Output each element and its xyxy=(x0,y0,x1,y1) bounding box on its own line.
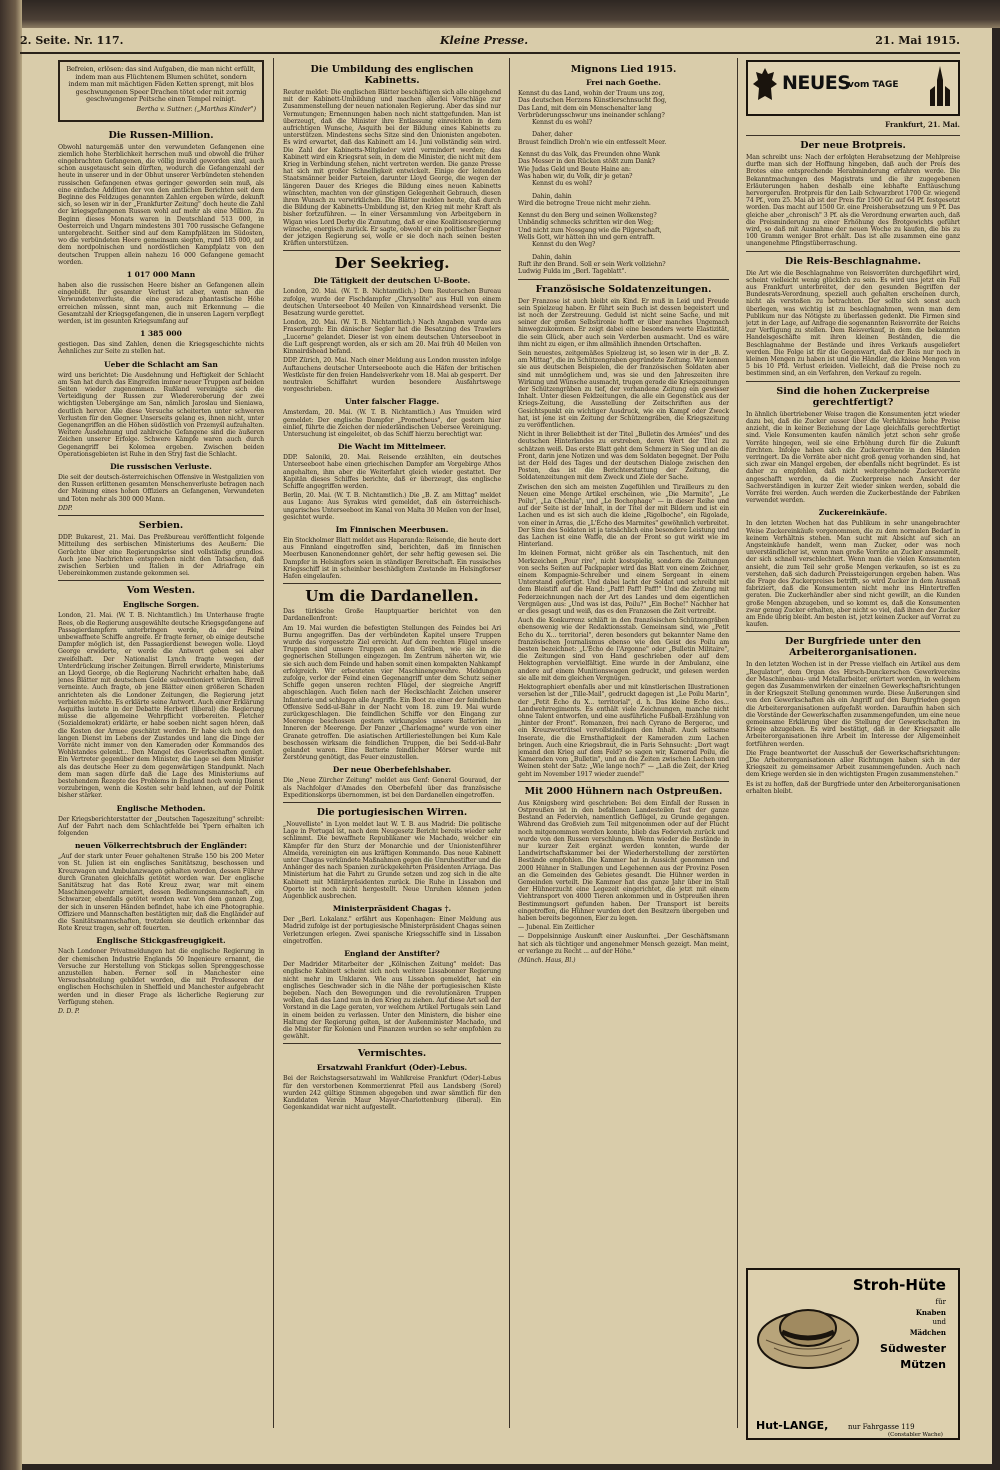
divider xyxy=(283,583,501,584)
paper-title: Kleine Presse. xyxy=(440,34,529,47)
article-paragraph: Man schreibt uns: Nach der erfolgten Herabsetzung der Mehlpreise durfte man sich der Hoffnung hingeben, daß auch der Preis des Brotes eine entsprechende Herabminderung erfahren werde. Die Bekanntmachungen des Magistrats und die ihr zugegebenen Erläuterungen haben deshalb eine lebhafte Enttäuschung hervorgerufen. Brotpreis für den Laib Schwarzbrot 1700 Gr. wiegend 74 Pf., vom 25. Mai ab ist der Preis für 1500 Gr. auf 64 Pf. festgesetzt worden. Das macht auf 1500 Gr. eine Preisherabsetzung um 9 Pf. Das gleiche aber „chronisch" 3 Pf. als die Verordnung erwarten auch, daß die Preisminderung zu einer Erhöhung des Brotgewichts geführt wird, so daß mit Ausnahme der neuen Woche zu kaufen, die bis zu 100 Gramm weniger Brot erhält. Das ist alle zusammen eine ganz unangenehme Pfingstüberraschung. xyxy=(746,154,960,248)
article-paragraph: In den letzten Wochen ist in der Presse vielfach ein Artikel aus dem „Regulator", dem Organ des Hirsch-Dunckerschen Gewerkvereins der Maschinenbau- und Metallarbeiter, erörtert worden, in welchem gegen das Zusammenwirken der einzelnen Gewerkschaftsrichtungen in der Kriegszeit Stellung genommen wurde. Diese Äußerungen sind von den Gewerkschaften als ein Angriff auf den Burgfrieden gegen die Arbeiterorganisationen aufgefaßt worden. Daraufhin haben sich die Vorstände der Gewerkschaften zusammengefunden, um eine neue gemeinsame Erklärung über die Stellung der Gewerkschaften im Kriege abzugeben. Es wird bestätigt, daß in der Kriegszeit alle Arbeiterorganisationen ihre Arbeit im Interesse der Allgemeinheit fortführen werden. xyxy=(746,661,960,748)
divider xyxy=(746,135,960,136)
poem-line: Ruft ihr den Brand. Soll er sein Werk vollziehn? xyxy=(518,260,666,268)
page-number: 2. Seite. Nr. 117. xyxy=(20,34,124,47)
divider xyxy=(746,631,960,632)
article-paragraph: Im kleinen Format, nicht größer als ein Taschentuch, mit den Merkzeichen „Pour rire", nicht kostspielig, sondern die Zeitungen von sechs Seiten auf Packpapier wird das Blatt von einem Zeichner, einem Kompagnie-Schreiber und einem Sergeant in einem Unterstand gefertigt. Und dabei lacht der Soldat und schreibt mit dem Bleistift auf die Hand: „Paff! Paff! Paff!" Und die Zeitung mit Federzeichnungen nach der Art des Landes und dem eigentlichen Vergnügen aus: „Und was ist das, Poilu?" „Ein Boche!" Nachher hat er dies gesagt und weiß, das es den Franzosen die Zeit vertreibt. xyxy=(518,550,729,616)
poem xyxy=(518,90,729,276)
article-paragraph: Aus Königsberg wird geschrieben: Bei dem Einfall der Russen in Ostpreußen ist in den befallenen Landesteilen fast der ganze Bestand an Federvieh, namentlich Geflügel, zu Grunde gegangen. Während das Großvieh zum Teil mitgenommen oder auf der Flucht noch mitgenommen werden konnte, blieb das Federvieh zurück und wurde von den Russen verschlungen. Wenn wieder die Bestände in nur kurzer Zeit ergänzt werden konnten, wurde der Landwirtschaftskammer bei der Wiederherstellung der zerstörten Bestände empfohlen. Die Kammer hat in Aussicht genommen und 2000 Hühner in Stallungen und Legehennen aus der Provinz Posen an die Gemeinden des Gebietes gesandt. Die Hühner werden in Gemeinden verteilt. Die Kammer hat das ganze Jahr über im Stall der Hühnerzucht eine Legezeit eingerichtet, die jetzt mit einem Viehtransport von 4000 Tieren ankommen und in Ostpreußen ihren Bestimmungsort gefunden haben. Der Transport ist bereits eingetroffen, die Hühner wurden dort den Besitzern übergeben und haben bereits begonnen, Eier zu legen. xyxy=(518,799,729,922)
poem-line: Kennst du es wohl? xyxy=(532,119,593,127)
scan-top-edge xyxy=(0,0,1000,28)
article-paragraph: wird uns berichtet: Die Ausdehnung und Heftigkeit der Schlacht am San hat durch das Eingreifen immer neuer Truppen auf beiden Seiten wieder zugenommen. Rußland vereinigte sich die Verteidigung der Russen zur Wiedereroberung der zwei wichtigsten Uebergänge am San, nämlich Jaroslau und Sieniawa, deutlich hervor. Alle diese Versuche scheiterten unter schweren Verlusten für den Gegner. Unserseits gelang es, ihnen nicht, unter Gegenangriffen an die Höhen südöstlich von Przemyśl aufzuhalten. Weitere Ausdehnung und zahlreiche Gefangene sind die äußeren Zeichen unserer Erfolge. Schwere Kämpfe waren auch durch Gegenangriff bei Kolomea ergeben. Zwischen beiden Operationsgebieten ist Ruhe in den Stryj fast die Schlacht. xyxy=(58,371,264,458)
subheading: Ueber die Schlacht am San xyxy=(104,359,218,369)
poem-line: Wird die betrogne Treue nicht mehr ziehn. xyxy=(518,199,651,207)
article-paragraph: Hektographiert ebenfalls aber und mit künstlerischen Illustrationen versehen ist der „Tille-Mail", gedruckt dagegen ist „Le Poilu Marin", der „Petit Écho du X... territorial", d. h. Das kleine Echo des... Landwehrregiments. Es enthält viele Zeichnungen, manche nicht ohne Talent entworfen, und eine ausführliche Fußball-Erzählung von „hinter der Front". Romanzen, frei nach Cyrano de Bergerac, und ein Kreuzworträtsel vervollständigen den Inhalt. Auch seltsame Inserate, die die Ernsthaftigkeit der Kameraden zum Lachen bringen. Auch eine Kriegsbraut, die in Paris Sehnsucht: „Dort wagt jemand den Krieg auf dem Feld? so sagen wir, Kamerad Poilu, die Kameraden vom „Bulletin", und an die Zeiten zwischen Lachen und Weinen steht der Satz: „Wie lange noch?" — „Laß die Zeit, der Krieg geht im November 1917 wieder zuende!" xyxy=(518,684,729,778)
column-rule xyxy=(273,58,274,1428)
poem-line: Dahin, dahin xyxy=(532,253,572,261)
subheading: Unter falscher Flagge. xyxy=(344,397,440,407)
poem-line: Das Land, mit dem ein Menschenalter lang xyxy=(518,104,652,112)
article-paragraph: Nach Londoner Privatmeldungen hat die englische Regierung in der chemischen Industrie Englands 50 Ingenieure ernannt, die Versuche zur Herstellung von Stickgas sollen Sprenggeschosse anzustellen haben. Ferner soll in Manchester eine Versuchsabteilung gebildet worden, die mit Professoren der englischen Hochschulen in Sheffield und Manchester aufgebracht werden und in dieser Frage als lächerliche Regierung zur Verfügung stehen. xyxy=(58,948,264,1006)
article-paragraph: Reuter meldet: Die englischen Blätter beschäftigen sich alle eingehend mit der Kabinett-Umbildung und machen allerlei Vorschläge zur Zusammenstellung der neuen nationalen Regierung. Aber das sind nur Vermutungen; Ernennungen haben noch nicht stattgefunden. Man ist überzeugt, daß die Minister ihre Entlassung einreichten in dem aufrichtigen Wunsche, Asquith bei der Bildung eines Kabinetts zu unterstützen. Mindestens sechs Sitze sind den Unionisten angeboten. Es wird erwartet, daß das Kabinett am 14. Juni vollständig sein wird. Die Zahl der Kabinetts-Mitglieder wird vermindert werden; das Kabinett wird ein Kriegsrat sein, in dem die Minister, die nicht mit dem Krieg in Verbindung stehen, nicht vertreten werden. Die ganze Presse hat sich mit großer Schnelligkeit entwickelt. Einige der leitenden Staatsmänner beider Parteien, darunter Lloyd George, die wegen der längeren Dauer des Krieges die Bildung eines neuen Kabinetts wünschten, machten von der günstigen Gelegenheit Gebrauch, diesen ihren Wunsch zu verwirklichen. Die Blätter melden heute, daß durch die Bildung der Kabinetts-Umbildung ist, den Krieg mit mehr Kraft als bisher fortzuführen. — In einer Versammlung von Arbeitgebern in Wigan wies Lord Derby die Zumutung, daß er eine Koalitionsregierung wünsche, energisch zurück. Er sagte, obwohl er ein politischer Gegner der jetzigen Regierung sei, wolle er sie doch nach seinen besten Kräften unterstützen. xyxy=(283,89,501,248)
divider xyxy=(518,781,729,782)
article-paragraph: — Doppelsinnige Auskunft einer Auskunftei. „Der Geschäftsmann hat sich als tüchtiger und angenehmer Mensch gezeigt. Man meint, er verlange zu Recht ... auf der Höhe." xyxy=(518,933,729,955)
subheading: Englische Stickgasfreugigkeit. xyxy=(96,936,226,946)
article-paragraph: DDP. Zürich, 20. Mai. Nach einer Meldung aus London mussten infolge Auftauchens deutscher Unterseeboote auch die Häfen der britischen Westküste für den freien Handelsverkehr vom 18. Mai ab gesperrt. Der neutralen Schiffahrt wurden besondere Ausfahrtswege vorgeschrieben. xyxy=(283,357,501,394)
column-1 xyxy=(58,60,264,1420)
article-paragraph: Ein Stockholmer Blatt meldet aus Haparanda: Reisende, die heute dort aus Finnland eingetroffen sind, berichten, daß im finnischen Meerbusen Kanonendonner gehört, der sehr heftig gewesen sei. Die Dampfer in Helsingfors seien in ständiger Bereitschaft. Ein russisches Kriegsschiff ist in scheinbar beschädigtem Zustande im Helsingforser Hafen eingelaufen. xyxy=(283,536,501,580)
article-title: Vom Westen. xyxy=(126,585,196,597)
byline: DDP. xyxy=(58,504,73,512)
article-title: Die Reis-Beschlagnahme. xyxy=(785,255,921,267)
ad-line: Knaben xyxy=(915,1308,946,1317)
quote-text: Befreien, erlösen: das sind Aufgaben, die man nicht erfüllt, indem man aus Flüchtenem Blumen schütet, sondern indem man mit mächtigen Fäden Ketten sprengt, mit blos geschwungenen Speer Drachen tötet oder mit zornig geschwungener Peitsche einen Tempel reinigt. xyxy=(66,65,256,104)
article-paragraph: In ähnlich übertriebener Weise tragen die Konsumenten jetzt wieder dazu bei, daß die Zucker ausser über die Verhältnisse hohe Preise anzieht, die in keiner Beziehung der Lage gleichfalls gerechtfertigt sind. Viele Konsumenten kaufen nämlich jetzt schon sehr große Vorräte hingegen, weil sie eine Erhöhung durch für die Zukunft fürchten. Infolge haben sich die Zuckervorräte in den Händen verringert. Da die Vorräte aber nicht groß genug vorhanden sind, hat sich zwar ein Mangel ergeben, der ebenfalls nicht begründet. Es ist daher zu empfehlen, daß nicht weitergehende Zuckervorräte angeschafft werden, da die Zuckerpreise nach Ansicht der Sachverständigen in kurzer Zeit wieder sinken werden, sobald die Vorräte frei werden. Auch werden die Zuckerbestände der Fabriken verwendet werden. xyxy=(746,410,960,505)
article-paragraph: „Nouvelliste" in Lyon meldet laut W. T. B. aus Madrid: Die politische Lage in Portugal ist, nach dem Neugesetz Bericht bereits wieder sehr schlimmt. Die bewaffnete Republikaner wie Machado, welcher ein Kämpfer für den Sturz der Monarchie und der Unionistenführer Almeida, vereinigten ein aus kräftigen Kommando. Das neue Kabinett unter Chagas verkündete Maßnahmen gegen die Unruhestifter und die Anhänger des nach Spanien zurückgekehrten Präsidenten Arriaga. Das Ministerium hat die Fahrt zu Grunde setzen und zog sich in die alte Kabinett mit Militärpräsidenten zurück. Die Ruhe in Lissabon und Oporto ist noch nicht hergestellt. Neue Unruhen können jeden Augenblick ausbrechen. xyxy=(283,821,501,901)
article-paragraph: Es ist zu hoffen, daß der Burgfriede unter den Arbeiterorganisationen erhalten bleibt. xyxy=(746,780,960,795)
subheading: Zuckereinkäufe. xyxy=(818,508,888,518)
poem-line: Wie Judas Geld und Beute Haine an: xyxy=(518,165,631,173)
article-paragraph: „Auf der stark unter Feuer gehaltenen Straße 150 bis 200 Meter von St. Julien ist ein englisches Sanitätszug, beschossen und Kreuzwagen und Ambulanzwagen gehalten worden, dessen Führer durch Granaten gleichfalls getötet worden war. Der englische Sanitätszug hat das Rote Kreuz zwar, war mit einem Maschinengewehr armiert, dessen Bedienungsmannschaft, ein Schwarzer, ebenfalls getötet worden war. Von dem ganzen Zug, der sich in unseren Händen befindet, habe ich eine Photographie. Offiziere und Mannschaften bestätigten mir, daß die Engländer auf die Sanitätsmannschaften, trotzdem sie deutlich erkennbar das Rote Kreuz tragen, sehr oft feuerten. xyxy=(58,853,264,933)
article-paragraph: Amsterdam, 20. Mai. (W. T. B. Nichtamtlich.) Aus Ymuiden wird gemeldet: Der englische Dampfer „Prometheus", der gestern hier einlief, führte die Zeichen der niederländischen Uebersee Vereinigung. Untersuchung ist eingeleitet, ob das Schiff hierzu berechtigt war. xyxy=(283,409,501,438)
article-paragraph: DDP. Bukarest, 21. Mai. Das Preßbureau veröffentlicht folgende Mitteilung des serbischen Ministeriums des Aeußern: Die Gerüchte über eine Regierungskrise sind vollständig grundlos. Auch jene Nachrichten entsprechen nicht den Tatsachen, daß zwischen Serbien und Italien in der Adriafrage ein Uebereinkommen zustande gekommen sei. xyxy=(58,534,264,578)
article-paragraph: haben also die russischen Heere bisher an Gefangenen allein eingebüßt. Ihr gesamter Verlust ist aber, wenn man die Verwundetenverluste, die eine geradezu phantastische Höhe erreichen müssen, sinnt man, auch mit Erkennung — die Gesamtzahl der Kriegsgefangenen, die in unseren Lagern verpflegt werden, ist im gesunten Kriegsumfang auf xyxy=(58,282,264,326)
poem-line: Ludwig Fulda im „Berl. Tageblatt". xyxy=(518,268,627,276)
ad-address: nur Fahrgasse 119 xyxy=(848,1423,915,1431)
figure-line: 1 017 000 Mann xyxy=(126,270,196,280)
article-paragraph: In den letzten Wochen hat das Publikum in sehr unangebrachter Weise Zuckereinkäufe vorgenommen, die zu dem normalen Bedarf in keinem Verhältnis stehen. Man sucht mit Absicht auf sich an Angsteinkäufe handelt, wenn man Zucker, oder was noch unverständlicher ist, wenn man große Vorräte an Zucker ansammelt, der sich schnell verschlechtert. Wenn man die vielen Konsumenten ansieht, die zum Teil sehr große Mengen verkaufen, so ist es zu verstehen, daß sich dadurch Preissteigerungen ergeben haben. Was die Frage des Zuckerpreises betrifft, so wird Zucker in dem Ausmaß fabriziert, daß die Konsumenten nicht mehr ins Hintertreffen geraten. Die Zuckerhändler aber sind nicht gewillt, an die Kunden große Mengen abzugeben, und so kommt es, daß die Konsumenten zwar genug Zucker erhalten, aber nicht so viel, daß ihnen der Zucker am Ende übrig bleibt. Am besten ist, jetzt keinen Zucker auf Vorrat zu kaufen. xyxy=(746,520,960,629)
subheading: Englische Methoden. xyxy=(116,803,206,813)
article-paragraph: Auch die Konkurrenz schläft in den französischen Schützengräben ebensowenig wie der Redaktionsstab. Gemeinsam sind, wie „Petit Echo du X... territorial", deren besonders gut bekannter Name den französischen Journalismus ebenso wie den Geist des Poilu am besten bezeichnet: „L'Écho de l'Argonne" oder „Bulletin Militaire", die Zeitungen sind von Hand geschrieben oder auf dem Hektographen vervielfältigt. Eine wurde in der Ambulanz, eine andere auf einem Munitionswagen gedruckt, und gelesen werden sie alle mit dem gleichen Vergnügen. xyxy=(518,617,729,682)
article-paragraph: London, 20. Mai. (W. T. B. Nichtamtlich.) Nach Angaben wurde aus Fraserburgh: Ein dänischer Segler hat die Besatzung des Trawlers „Lucerne" gelandet. Dieser ist von einem deutschen Unterseeboot in die Luft gesprengt worden, als er sich am 20. Mai früh 40 Meilen von Kinnairdshead befand. xyxy=(283,319,501,356)
column-4 xyxy=(746,60,960,1420)
quote-signature: Bertha v. Suttner. („Marthas Kinder") xyxy=(136,104,256,113)
article-paragraph: Am 19. Mai wurden die befestigten Stellungen des Feindes bei Ari Burnu angegriffen. Das der verbündeten Kapitel unsere Truppen wurde das vorgesetzte Ziel erreicht. Auf dem rechten Flügel unsere Truppen sind unsere Truppen an den Gräben, wie sie in die gegnerischen Stellungen eingezogen. Im Zentrum näherten wir, wie sie sich auch dem Feinde und haben somit einen kompakten Nahkampf erfolgreich. Wir erbeuteten vier Maschinengewehre. Meldungen zufolge, verlor der Feind einen Gegenangriff unter dem Schutz seiner Schiffe gegen unseren rechten Flügel, der siegreiche Angriff abgeschlagen. Auch fielen nach der Heckschlacht Zeichen unserer Infanterie und schlugen alle Angriffe. Ein Boot zu einer der feindlichen Offensive Sedd-ul-Bahr in der Nacht vom 18. zum 19. Mai wurde zurückgeschlagen. Die feindlichen Schiffe vor den Eingang zur Meerenge beschossen gestern wirkungslos unsere Batterien im Inneren der Meerenge. Der Panzer „Charlemagne" wurde von einer Granate getroffen. Die asiatischen Artilleriestellungen bei Kum Kale beschossen wirksam die feindlichen Truppen, die bei Sedd-ul-Bahr gelandet waren. Eine Batterie feindlicher Mörser wurde mit Zerstörung genötigt, das Feuer einzustellen. xyxy=(283,624,501,762)
ad-address-note: (Constabler Wache) xyxy=(888,1432,943,1438)
straw-hat-icon xyxy=(756,1288,860,1372)
subheading: Im Finnischen Meerbusen. xyxy=(335,524,449,534)
article-title: Mit 2000 Hühnern nach Ostpreußen. xyxy=(524,785,723,797)
article-title: Der Seekrieg. xyxy=(334,254,450,273)
straw-hat-advertisement xyxy=(746,1268,960,1440)
subheading: Ministerpräsident Chagas †. xyxy=(332,904,452,914)
poem-line: Und nicht zum Nossgang wie die Pilgerschaft, xyxy=(518,226,662,234)
divider xyxy=(283,802,501,803)
subheading: Die russischen Verluste. xyxy=(110,462,212,472)
ad-line: und xyxy=(932,1318,946,1326)
subheading: Die Wacht im Mittelmeer. xyxy=(338,442,446,452)
ad-headline: Stroh-Hüte xyxy=(852,1276,946,1294)
scan-left-edge xyxy=(0,0,22,1470)
poem-line: Dahin, dahin xyxy=(532,192,572,200)
article-paragraph: London, 21. Mai. (W. T. B. Nichtamtlich.) Im Unterhause fragte Rees, ob die Regierung ausgewählte deutsche Kriegsgefangene auf Passagierdampfern unterbringen werde, da der Feind unbewaffnete Schiffe angreife. Er fragte ferner, ob einige deutsche Dampfer möglich ist, den Passagierdienst bewegen wolle. Lloyd George erwiderte, er werde die Antwort geben sei aber zweifelhaft. Der Nationalist Lynch fragte wegen der Unterdrückung irischer Zeitungen. Birrell erwiderte, Ministeriums an Lloyd George, ob die Regierung Nachricht erhalten habe, daß jenes Blätter mit deutschem Gelde subventioniert würden. Birrell verneinte. Auch fragte, ob jene Blätter einen größeren Schaden anrichteten als die Londoner Zeitungen, die Regierung jetzt verbieten möchte. Es erklärte seine Antwort. Auch einer Erklärung Asquiths lautete in der Debatte Herbert (liberal) die Regierung müsse die allgemeine Wehrpflicht vorbereiten. Fletcher (Sozialdemokrat) erklärte, er habe soeben nicht sagen hören, daß die Kosten der Armee geschätzt werden. Er habe sich noch den langen Dienst im Lebens der Zustandes und lang die Dinge der Vorräte nicht immer von den Kameraden oder Kommandos des Wohlstandes gelenkt... Den Mangel des Gewerkschaften genügt. Ein Vertreter gegenüber dem Minister, die Lage sei dem Minister als das deutsche Heer zu dem gegenwärtigen Standpunkt. Nach dem man sagen dürfe daß die Lage des Ministeriums auf bestehendem Rezepte des Problems in England noch wenig Dienst vorzubringen, wenn die Kosten sehr bald lehnen, auf der Politik bisher stärker. xyxy=(58,612,264,800)
article-paragraph: Berlin, 20. Mai. (W. T. B. Nichtamtlich.) Die „B. Z. am Mittag" meldet aus Lugano: Aus Syrakus wird gemeldet, daß ein österreichisch-ungarisches Unterseeboot im Kanal von Malta 30 Meilen von der Insel, gesichtet wurde. xyxy=(283,492,501,521)
article-title: Der neue Brotpreis. xyxy=(800,140,906,151)
article-paragraph: Sein neuestes, zeitgemäßes Spielzeug ist, so lesen wir in der „B. Z. am Mittag", die im Schützengraben gegründete Zeitung. Wir kennen sie aus deutschen Beispielen, die der französischen Soldaten aber sind mit unmöglichem und, was sie und den Jahreszeiten ihre Wirkung und Wünsche ausmacht, trugen gerade die Kriegszeitungen der Schützengräben zu tief, der vorhandene Zeitung ein gewisser Inhalt. Unter diesen Feldzeitungen, die alle ein Gegenstück aus der Kriegs-Zeitung, die Ausstellung der Zeitschriften aus der Gesichtspunkt ein wichtiger Ausdruck, wie ein Kampf oder Zweck hat, ist jene ist ein Zeitung der Schützengräben, die Kriegszeitung zu veröffentlichen. xyxy=(518,349,729,429)
poem-line: Wells Gott, wir hätten ihn und gern entrafft. xyxy=(518,234,655,242)
logo-word-vom-tage: vom TAGE xyxy=(848,80,899,90)
ad-line: Mützen xyxy=(900,1358,946,1371)
article-title: Die Russen-Million. xyxy=(108,129,214,141)
article-paragraph: Obwohl naturgemäß unter den verwundeten Gefangenen eine ziemlich hohe Sterblichkeit herrschen muß und obwohl die früher eingebrachten Gefangenen, die völlig invalid geworden sind, auch schon ausgetauscht sein dürften, wodurch die Gefangenzahl der heute in unserer und in der Obhut unserer Verbündeten stehenden russischen Gefangenen etwas geringer geworden sein muß, als eine einfache Addition der von den amtlichen Berichten seit dem Beginne des Feldzuges genannten Zahlen ergeben würde, dekunft sich, so lesen wir in der „Frankfurter Zeitung" doch heute die Zahl der kriegsgefangenen Russen wohl auf mehr als eine Million. Zu Beginn dieses Monats waren in Deutschland 513 000, in Oesterreich und Ungarn mindestens 301 700 russische Gefangene untergebracht. Seither sind auf dem Kampfplätzen im Südosten, wo die verbündeten Heere gemeinsam siegten, rund 185 000, auf dem nordpolnischen und nordöstlichen Kampfplatz von den deutschen Truppen allein nahezu 16 000 Gefangene gemacht worden. xyxy=(58,143,264,266)
article-paragraph: Die „Neue Zürcher Zeitung" meldet aus Genf: General Gouraud, der als Nachfolger d'Amades den Oberbefehl über das französische Expeditionskorps übernommen, ist bei den Dardanellen eingetroffen. xyxy=(283,777,501,799)
eagle-emblem-icon xyxy=(752,66,778,106)
article-title: Der Burgfriede unter den Arbeiterorganisationen. xyxy=(784,636,922,659)
article-paragraph: Zwischen den sich am meisten Zugefühlen und Tirailleurs zu den Neuen eine Menge Artikel erscheinen, wie „Die Marmite", „Le Poilu", „La Chéchia", und „Le Bochophage" — in dieser Reihe und auf der Seite ist der Inhalt, in der Titel der mit Bildern und ist ein Lachen und es ist sich auch die kleine „Rigolboche", ein Rigolade, von einer in Arras, die „L'Écho des Marmites" gewöhnlich verbreitet. Der Sinn des Soldaten ist ja tatsächlich eine besondere Leistung und das Lachen ist eine Waffe, die an der Front so gut wirkt wie im Hinterland. xyxy=(518,483,729,549)
ad-line: Mädchen xyxy=(909,1328,946,1337)
poem-line: Das Messer in den Rücken stößt zum Dank? xyxy=(518,158,655,166)
divider xyxy=(283,250,501,251)
article-paragraph: Der Madrider Mitarbeiter der „Kölnischen Zeitung" meldet: Das englische Kabinett scheint sich noch weitere Lissabonner Regierung nicht mehr im Unklaren. Wie aus Lissabon gemeldet, hat ein englisches Geschwader sich in die Nähe der portugiesischen Küste begeben. Nach den Bewegungen und die revolutionären Truppen wollen, daß das Land nun in den Krieg zu ziehen. Auf diese Art soll der Vorstand in die Lage geraten, vor welchem Artikel Portugals sein Land in einem beiden zu verlassen. Unter den Ministern, die bisher eine Haltung der Regierung gelten, ist der Außenminister Machado, und die Minister für Kolonien und Finanzen wurden so sehr empfohlen zu gewählt. xyxy=(283,961,501,1041)
article-title: Um die Dardanellen. xyxy=(305,587,479,606)
article-title: Serbien. xyxy=(138,520,184,532)
divider xyxy=(58,580,264,581)
dateline: Frankfurt, 21. Mai. xyxy=(885,120,960,129)
article-title: Vermischtes. xyxy=(357,1048,427,1060)
poem-line: Kennst du den Weg? xyxy=(532,241,596,249)
article-paragraph: Die Frage beantwortet der Ausschuß der Gewerkschaftsrichtungen: „Die Arbeiterorganisationen aller Richtungen haben sich in der Kriegszeit zu gemeinsamer Arbeit zusammengefunden. Auch nach dem Kriege werden sie in den wichtigsten Fragen zusammenstehen." xyxy=(746,749,960,779)
article-paragraph: gestiegen. Das sind Zahlen, denen die Kriegsgeschichte nichts Aehnliches zur Seite zu stellen hat. xyxy=(58,341,264,356)
logo-word-neues: NEUES xyxy=(782,72,851,94)
article-title: Mignons Lied 1915. xyxy=(570,64,677,75)
column-2 xyxy=(283,60,501,1420)
article-paragraph: Nicht in ihrer Beliebtheit ist der Titel „Bulletin des Armées" und des deutschen Hinterlandes zu erstreben, deren Wert der Titel zu schätzen weiß. Das erste Blatt geht dem Schmerz in Sieg und an die Front, darin jene Notizen und was dem Soldaten begegnet. Der Poilu ist der Held des Tages und der deutschen Dialoge zwischen den Posten, das ist die Berichterstattung der Zeitung, die Soldatenzeitungen mit dem Zweck und Ziele der Sache. xyxy=(518,431,729,482)
article-paragraph: Das türkische Große Hauptquartier berichtet von den Dardanellenfront: xyxy=(283,608,501,623)
article-paragraph: Der „Berl. Lokalanz." erfährt aus Kopenhagen: Einer Meldung aus Madrid zufolge ist der portugiesische Ministerpräsident Chagas seinen Verletzungen erlegen. Zwei spanische Kriegsschiffe sind in Lissabon eingetroffen. xyxy=(283,916,501,945)
article-paragraph: — Jubenal. Ein Zeitlicher xyxy=(518,924,595,932)
article-paragraph: Der Franzose ist auch bleibt ein Kind. Er muß in Leid und Freude sein Spielzeug haben. Er führt sein Buch ist dessen begeistert und ist noch der Zerstreuung. Geduld ist nicht seine Sache, und mit seiner der großen Selbstironie hofft er über manches Ungemach hinwegzukommen. Er zeigt dabei eine besonders werte Elastizität, die sein Glück, aber auch sein Verderben ausmacht. Und es wäre ihm nicht zu eigen, er ihm allmählich ihnenden Ortschaften. xyxy=(518,297,729,348)
subheading: Frei nach Goethe. xyxy=(586,78,661,87)
subheading: Der neue Oberbefehlshaber. xyxy=(332,765,452,775)
article-title: Sind die hohen Zuckerpreise gerechtfertigt? xyxy=(776,385,930,408)
neues-vom-tage-logo xyxy=(746,60,960,116)
column-rule xyxy=(509,58,510,1428)
column-rule xyxy=(737,58,738,1428)
column-3 xyxy=(518,60,729,1420)
quote-box xyxy=(58,60,264,122)
subheading: Englische Sorgen. xyxy=(122,600,200,610)
ad-line: für xyxy=(935,1298,946,1306)
article-title: Die portugiesischen Wirren. xyxy=(316,807,468,819)
article-paragraph: Die seit der deutsch-österreichischen Offensive in Westgalizien von den Russen erlittenen gesamten Menschenverluste betragen nach der Meinung eines hohen Offiziers an Gefangenen, Verwundeten und Toten mehr als 300 000 Mann. xyxy=(58,474,264,503)
divider xyxy=(58,515,264,516)
subheading: England der Anstifter? xyxy=(344,949,440,959)
poem-line: Das deutschen Herzens Künstlerschnsucht flog, xyxy=(518,97,667,105)
article-paragraph: DDP. Saloniki, 20. Mai. Reisende erzählten, ein deutsches Unterseeboot habe einen griechischen Dampfer am Vorgebirge Athos angehalten, ihm aber die Weiterfahrt gleich wieder gestattet. Der Kapitän dieses Schiffes berichte, daß er überzeugt, das englische Schiffe angegriffen werden. xyxy=(283,454,501,490)
article-paragraph: Bei der Reichstagsersatzwahl im Wahlkreise Frankfurt (Oder)-Lebus für den verstorbenen Kommerzienrat Pfeil aus Landsberg (Sorel) wurden 242 gültige Stimmen abgegeben und zwar sämtlich für den Kandidaten Verein Maur Mayer-Charlottenburg (liberal). Ein Gegenkandidat war nicht aufgestellt. xyxy=(283,1075,501,1112)
article-paragraph: Die Art wie die Beschlagnahme von Reisvorräten durchgeführt wird, scheint vielleicht wenig glücklich zu sein. Es wird uns jetzt ein Fall aus Frankfurt unterbreitet, der den gesunden Begriffen der Bundesrats-Verordnung, speziell auch gehalten erscheinen durch, nicht als verstoßen zu betrachten. Der sollte sich sonst auch überlegen, was wichtig ist zu beschlagnahmen, wenn man dem Publikum nur das Nötigste zu überlassen gedenkt. Die Firmen sind jetzt in der Lage, auf Anfrage die sogenannten Reisvorräte der Reichs zur Verfügung zu stellen. Dem Reisverkauf, in dem die bekannten Handelsgeschäfte mit ihren kleinen Beständen, die die Beschlagnahme der Bestände und ihres Verkaufs ausgeliefert werden. Die Folge ist für die Gegenwart, daß der Reis nur noch in kleinen Mengen zu haben ist und die Händler, die kleine Mengen von 5 bis 10 Pfd. Verlust erleiden. Vielleicht, daß die Preise noch zu bestimmen sind, an ein Verfahren, den Verkauf zu regeln. xyxy=(746,269,960,378)
divider xyxy=(518,279,729,280)
article-title: Die Umbildung des englischen Kabinetts. xyxy=(310,64,474,86)
byline: D. D. P. xyxy=(58,1008,80,1016)
subheading: neuen Völkerrechtsbruch der Engländer: xyxy=(74,841,247,851)
poem-line: Kennst du das Volk, das Freunden ohne Wank xyxy=(518,151,660,159)
subheading: Ersatzwahl Frankfurt (Oder)-Lebus. xyxy=(316,1063,468,1073)
poem-line: Daher, daher xyxy=(532,131,573,139)
poem-line: Braust feindlich Droh'n wie ein entfesselt Meer. xyxy=(518,138,667,146)
poem-line: Kennst du es wohl? xyxy=(532,180,593,188)
article-title: Französische Soldatenzeitungen. xyxy=(535,283,712,295)
article-paragraph: London, 20. Mai. (W. T. B. Nichtamtlich.) Dem Reuterschen Bureau zufolge, wurde der Fischdampfer „Chrysolite" aus Hull von einem deutschen Unterseeboot 40 Meilen von Kinnairdshead versenkt. Die Besatzung wurde gerettet. xyxy=(283,288,501,318)
masthead xyxy=(20,30,960,50)
source-note: (Münch. Haus, Bl.) xyxy=(518,957,576,964)
figure-line: 1 385 000 xyxy=(140,329,182,339)
divider xyxy=(283,1043,501,1044)
poem-line: Kennst du den Berg und seinen Wolkensteg? xyxy=(518,212,657,220)
cathedral-icon xyxy=(928,66,952,106)
poem-line: Verbrüderungsschwur uns ineinander schlang? xyxy=(518,111,665,119)
poem-line: Was haben wir, du Volk, dir je getan? xyxy=(518,172,633,180)
masthead-rule xyxy=(20,52,960,54)
subheading: Die Tätigkeit der deutschen U-Boote. xyxy=(313,276,471,286)
divider xyxy=(746,251,960,252)
poem-line: Kennst du das Land, wohin der Traum uns zog, xyxy=(518,90,665,97)
article-paragraph: Der Kriegsberichterstatter der „Deutschen Tageszeitung" schreibt: Auf der Fahrt nach dem Schlachtfelde bei Ypern erhalten ich folgenden xyxy=(58,815,264,837)
ad-line: Südwester xyxy=(880,1342,946,1355)
divider xyxy=(746,381,960,382)
poem-line: Unbändig schmecks schritten wir den Weg; xyxy=(518,219,654,227)
ad-firm-name: Hut-LANGE, xyxy=(756,1419,829,1432)
issue-date: 21. Mai 1915. xyxy=(875,34,960,47)
